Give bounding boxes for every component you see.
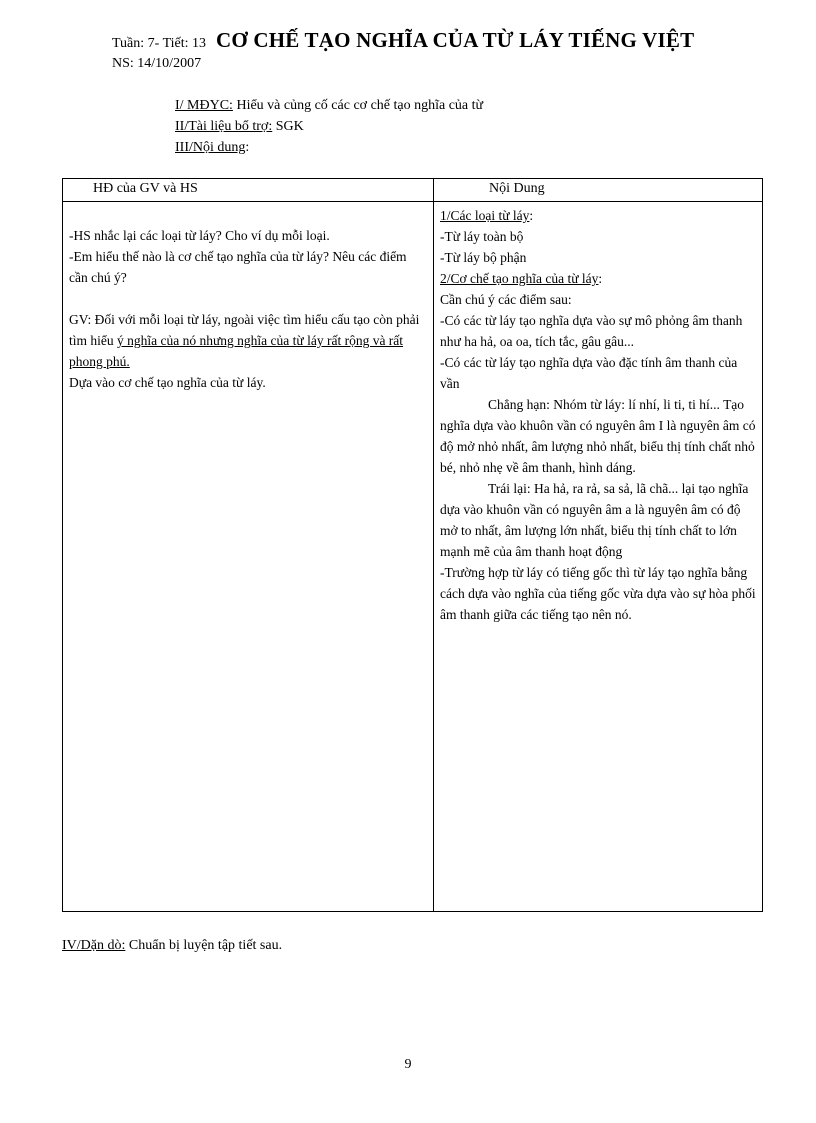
lesson-table: [62, 178, 763, 912]
homework-label: IV/Dặn dò:: [62, 938, 126, 953]
page-title: CƠ CHẾ TẠO NGHĨA CỦA TỪ LÁY TIẾNG VIỆT: [216, 28, 695, 52]
right-column-header: Nội Dung: [489, 181, 545, 196]
lesson-meta: Tuần: 7- Tiết: 13: [112, 36, 207, 51]
content-heading-2-text: 2/Cơ chế tạo nghĩa của từ láy: [440, 271, 599, 286]
lesson-content: [440, 205, 758, 625]
content-note-intro: Cần chú ý các điểm sau:: [440, 292, 572, 307]
content-heading-2: [440, 268, 758, 289]
content-heading-1-text: 1/Các loại từ láy: [440, 208, 530, 223]
content-heading-2-colon: :: [598, 271, 603, 286]
page-number: 9: [404, 1057, 412, 1072]
teacher-student-activities: [69, 225, 425, 393]
activity-question-1: -HS nhắc lại các loại từ láy? Cho ví dụ mỗi loại.: [69, 228, 330, 243]
content-item-full-reduplication: -Từ láy toàn bộ: [440, 229, 524, 244]
teacher-note-end: Dựa vào cơ chế tạo nghĩa của từ láy.: [69, 375, 266, 390]
date-line: NS: 14/10/2007: [112, 56, 202, 71]
objectives-text: Hiểu và củng cố các cơ chế tạo nghĩa của từ: [232, 98, 484, 113]
header: [112, 28, 694, 53]
materials-label: II/Tài liệu bổ trợ:: [175, 119, 273, 134]
content-heading-line: [175, 138, 249, 158]
content-heading-1: [440, 205, 758, 226]
column-divider: [433, 179, 434, 911]
homework-line: [62, 938, 282, 954]
activity-question-2: -Em hiểu thế nào là cơ chế tạo nghĩa của từ láy? Nêu các điểm cần chú ý?: [69, 249, 407, 285]
content-paragraph-1: -Có các từ láy tạo nghĩa dựa vào sự mô phỏng âm thanh như ha hả, oa oa, tích tắc, gâu gâu...: [440, 313, 743, 349]
content-heading-label: III/Nội dung: [175, 140, 246, 155]
header-row-divider: [63, 201, 762, 202]
objectives-line: [175, 96, 483, 116]
content-paragraph-5: -Trường hợp từ láy có tiếng gốc thì từ láy tạo nghĩa bằng cách dựa vào nghĩa của tiếng gốc vừa dựa vào sự hòa phối âm thanh giữa các tiếng tạo nên nó.: [440, 565, 756, 622]
teacher-note-start: GV: Đối với mỗi loại từ láy, ngoài việc tìm hiểu cấu tạo còn phải tìm hiểu: [69, 312, 420, 348]
content-paragraph-2: -Có các từ láy tạo nghĩa dựa vào đặc tính âm thanh của vần: [440, 355, 738, 391]
content-paragraph-3: Chẳng hạn: Nhóm từ láy: lí nhí, li ti, ti hí... Tạo nghĩa dựa vào khuôn vần có nguyên âm I là nguyên âm có độ mở nhỏ nhất, âm lượng nhỏ nhất, biểu thị tính chất nhỏ bé, nhỏ nhẹ về âm thanh, hình dáng.: [440, 397, 756, 475]
teacher-note-underlined: ý nghĩa của nó nhưng nghĩa của từ láy rất rộng và rất phong phú.: [69, 333, 404, 369]
teacher-note: [69, 309, 425, 372]
content-heading-1-colon: :: [529, 208, 534, 223]
content-item-partial-reduplication: -Từ láy bộ phận: [440, 250, 527, 265]
materials-line: [175, 117, 304, 137]
objectives-label: I/ MĐYC:: [175, 98, 233, 113]
content-heading-colon: :: [245, 140, 250, 155]
materials-text: SGK: [272, 119, 304, 134]
left-column-header: HĐ của GV và HS: [93, 181, 198, 196]
homework-text: Chuẩn bị luyện tập tiết sau.: [125, 938, 283, 953]
content-paragraph-4: Trái lại: Ha hả, ra rả, sa sả, lã chã... lại tạo nghĩa dựa vào khuôn vần có nguyên âm a là nguyên âm có độ mở to nhất, âm lượng lớn nhất, biểu thị tính chất to lớn mạnh mẽ của âm thanh hoạt động: [440, 481, 749, 559]
